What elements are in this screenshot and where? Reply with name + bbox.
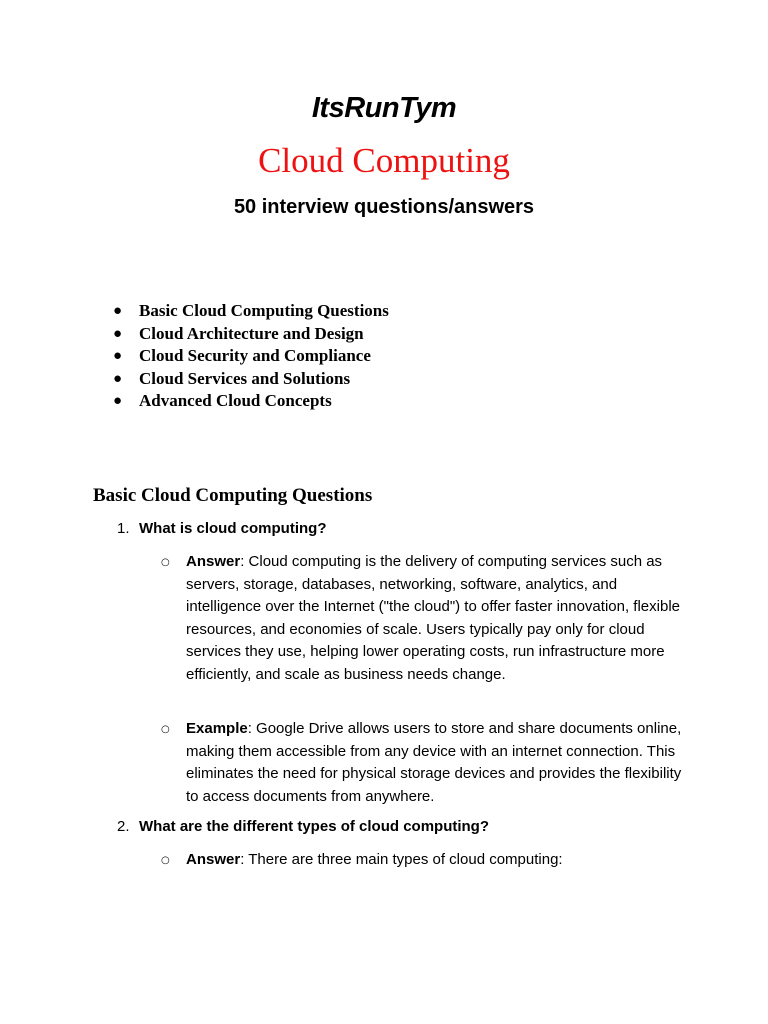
bullet-icon: ● — [113, 325, 123, 342]
answer-label: Answer — [186, 553, 241, 570]
example-label: Example — [186, 720, 248, 737]
example-text: : Google Drive allows users to store and share documents online, making them accessible from any device with an internet connection. This eliminates the need for physical storage devices and provides the flexibility to access documents from anywhere. — [186, 720, 682, 805]
bullet-icon: ● — [113, 348, 123, 364]
topic-label: Cloud Services and Solutions — [139, 368, 351, 388]
question-text: What are the different types of cloud computing? — [139, 818, 490, 835]
topic-label: Basic Cloud Computing Questions — [139, 301, 389, 320]
answer-label: Answer — [186, 851, 241, 868]
list-item — [110, 345, 389, 368]
bullet-icon: ● — [113, 370, 123, 387]
topics-list — [110, 300, 389, 413]
section-heading: Basic Cloud Computing Questions — [93, 485, 373, 506]
question-1 — [117, 520, 327, 537]
circle-bullet-icon: ○ — [161, 855, 170, 866]
list-item — [110, 300, 389, 323]
bullet-icon: ● — [113, 393, 123, 409]
question-number: 1. — [117, 520, 130, 537]
example-paragraph — [186, 718, 686, 808]
answer-paragraph — [186, 551, 686, 686]
question-text: What is cloud computing? — [139, 520, 327, 537]
answer-text: : Cloud computing is the delivery of computing services such as servers, storage, databases, networking, software, analytics, and intelligence over the Internet ("the cloud") to offer faster innovation, flexible resources, and economies of scale. Users typically pay only for cloud services they use, helping lower operating costs, run infrastructure more efficiently, and scale as business needs change. — [186, 553, 680, 683]
topic-label: Advanced Cloud Concepts — [139, 391, 332, 410]
circle-bullet-icon: ○ — [161, 557, 170, 568]
question-2 — [117, 818, 489, 835]
document-title: Cloud Computing — [258, 141, 510, 180]
list-item — [110, 368, 389, 391]
document-subtitle: 50 interview questions/answers — [233, 196, 535, 218]
answer-paragraph — [186, 849, 686, 872]
list-item — [110, 390, 389, 413]
circle-bullet-icon: ○ — [161, 724, 170, 735]
list-item — [110, 323, 389, 346]
brand-name: ItsRunTym — [311, 92, 457, 124]
topic-label: Cloud Security and Compliance — [139, 346, 371, 365]
question-number: 2. — [117, 818, 130, 835]
topic-label: Cloud Architecture and Design — [139, 323, 364, 343]
bullet-icon: ● — [113, 303, 123, 319]
answer-text: : There are three main types of cloud computing: — [240, 851, 563, 868]
